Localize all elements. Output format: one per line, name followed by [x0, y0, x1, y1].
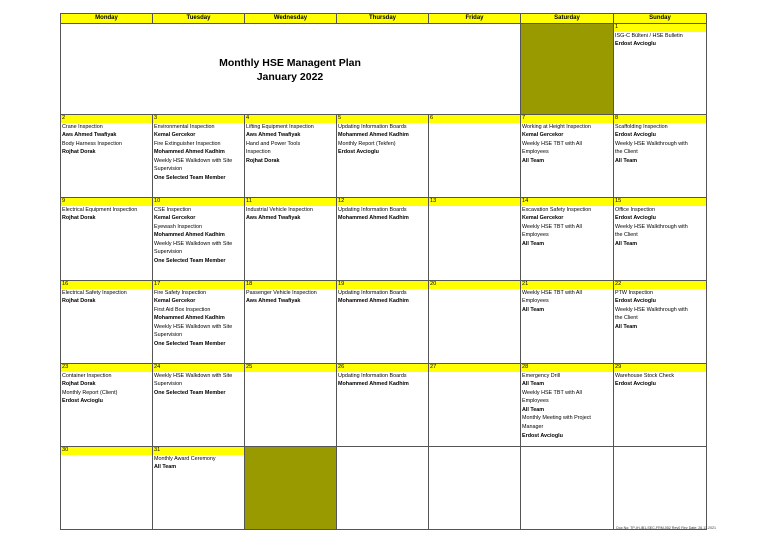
- task-text: CSE Inspection: [154, 206, 192, 213]
- task-text: Updating Information Boards: [338, 206, 407, 213]
- day-cell: [429, 447, 521, 530]
- day-number: 17: [153, 281, 244, 289]
- day-number: 24: [153, 364, 244, 372]
- week-row: [61, 281, 707, 364]
- task-text: Weekly HSE Walkdown with Site: [154, 372, 233, 379]
- day-number: 4: [245, 115, 336, 123]
- plan-month-line: January 2022: [256, 71, 324, 83]
- day-number: 22: [614, 281, 706, 289]
- assignee-name: Aws Ahmed Twafiyak: [246, 132, 301, 139]
- task-text: PTW Inspection: [615, 289, 654, 296]
- day-cell: [429, 281, 521, 364]
- assignee-name: Erdost Avcioglu: [615, 298, 656, 305]
- task-text: Passenger Vehicle Inspection: [246, 289, 317, 296]
- day-number: 14: [521, 198, 613, 206]
- assignee-name: One Selected Team Member: [154, 389, 226, 396]
- assignee-name: Mohammed Ahmed Kadhim: [338, 215, 409, 222]
- day-number: 12: [337, 198, 428, 206]
- day-cell: [614, 198, 707, 281]
- week-row: [61, 115, 707, 198]
- task-text: Lifting Equipment Inspection: [246, 123, 314, 130]
- day-cell: [337, 447, 429, 530]
- weekday-monday: Monday: [61, 14, 153, 24]
- task-text: First Aid Box Inspection: [154, 306, 211, 313]
- document-footer: Doc No: TP-IH-IB1-SEC-FRM-052 Rev0 Rev Date: 26.11.2021: [616, 526, 716, 530]
- assignee-name: Erdost Avcioglu: [615, 215, 656, 222]
- weekday-sunday: Sunday: [614, 14, 707, 24]
- day-cell: [245, 198, 337, 281]
- task-text: Fire Safety Inspection: [154, 289, 207, 296]
- task-text: Weekly HSE TBT with All: [522, 140, 582, 147]
- day-cell: [521, 24, 614, 115]
- task-text: Weekly HSE TBT with All: [522, 289, 582, 296]
- task-text: Supervision: [154, 249, 183, 256]
- assignee-name: All Team: [615, 157, 638, 164]
- task-text: the Client: [615, 315, 638, 322]
- task-text: Monthly Award Ceremony: [154, 455, 216, 462]
- day-number: 15: [614, 198, 706, 206]
- day-cell: [614, 24, 707, 115]
- day-cell: [245, 281, 337, 364]
- day-cell: [337, 364, 429, 447]
- day-number: 27: [429, 364, 520, 372]
- weekday-wednesday: Wednesday: [245, 14, 337, 24]
- task-text: Body Harness Inspection: [62, 140, 122, 147]
- task-text: Weekly HSE TBT with All: [522, 223, 582, 230]
- assignee-name: Erdost Avcioglu: [522, 432, 563, 439]
- assignee-name: Mohammed Ahmed Kadhim: [154, 232, 225, 239]
- day-cell: [153, 198, 245, 281]
- assignee-name: Erdost Avcioglu: [338, 149, 379, 156]
- task-text: Weekly HSE Walkdown with Site: [154, 157, 233, 164]
- task-text: Weekly HSE Walkdown with Site: [154, 240, 233, 247]
- day-number: 2: [61, 115, 152, 123]
- task-text: Weekly HSE TBT with All: [522, 389, 582, 396]
- task-text: ISG-C Bülteni / HSE Bulletin: [615, 32, 683, 39]
- assignee-name: Aws Ahmed Twafiyak: [246, 215, 301, 222]
- task-text: Supervision: [154, 381, 183, 388]
- task-text: Hand and Power Tools: [246, 140, 301, 147]
- weekday-saturday: Saturday: [521, 14, 614, 24]
- day-number: 16: [61, 281, 152, 289]
- day-number: 10: [153, 198, 244, 206]
- task-text: Eyewash Inspection: [154, 223, 202, 230]
- day-cell: [245, 447, 337, 530]
- assignee-name: Rojhat Dorak: [62, 381, 96, 388]
- assignee-name: Kemal Gercekor: [154, 132, 196, 139]
- assignee-name: Erdost Avcioglu: [615, 381, 656, 388]
- day-cell: [521, 447, 614, 530]
- assignee-name: All Team: [615, 323, 638, 330]
- day-cell: [245, 364, 337, 447]
- day-cell: [153, 447, 245, 530]
- assignee-name: Erdost Avcioglu: [62, 398, 103, 405]
- day-number: 21: [521, 281, 613, 289]
- day-cell: [337, 115, 429, 198]
- week-row: [61, 364, 707, 447]
- day-number: 5: [337, 115, 428, 123]
- weekday-friday: Friday: [429, 14, 521, 24]
- day-cell: [429, 115, 521, 198]
- assignee-name: Kemal Gercekor: [522, 215, 564, 222]
- day-number: 28: [521, 364, 613, 372]
- assignee-name: Aws Ahmed Twafiyak: [62, 132, 117, 139]
- assignee-name: Rojhat Dorak: [246, 157, 280, 164]
- day-number: 18: [245, 281, 336, 289]
- assignee-name: All Team: [522, 306, 545, 313]
- assignee-name: Mohammed Ahmed Kadhim: [338, 132, 409, 139]
- day-cell: [521, 281, 614, 364]
- task-text: Environmental Inspection: [154, 123, 215, 130]
- assignee-name: One Selected Team Member: [154, 341, 226, 348]
- assignee-name: Erdost Avcioglu: [615, 132, 656, 139]
- task-text: Monthly Meeting with Project: [522, 415, 591, 422]
- day-cell: [337, 281, 429, 364]
- day-number: 8: [614, 115, 706, 123]
- assignee-name: Kemal Gercekor: [522, 132, 564, 139]
- plan-title-line: Monthly HSE Managent Plan: [219, 57, 361, 69]
- day-cell: [61, 281, 153, 364]
- task-text: Inspection: [246, 149, 271, 156]
- task-text: Manager: [522, 424, 544, 431]
- assignee-name: Erdost Avcioglu: [615, 41, 656, 48]
- task-text: Warehouse Stock Check: [615, 372, 675, 379]
- day-cell: [614, 115, 707, 198]
- task-text: Updating Information Boards: [338, 289, 407, 296]
- task-text: Updating Information Boards: [338, 372, 407, 379]
- task-text: Weekly HSE Walkthrough with: [615, 223, 688, 230]
- task-text: Weekly HSE Walkthrough with: [615, 306, 688, 313]
- assignee-name: One Selected Team Member: [154, 258, 226, 265]
- assignee-name: All Team: [154, 464, 177, 471]
- day-number: 7: [521, 115, 613, 123]
- task-text: Employees: [522, 232, 549, 239]
- assignee-name: Mohammed Ahmed Kadhim: [338, 381, 409, 388]
- day-cell: [614, 364, 707, 447]
- task-text: the Client: [615, 232, 638, 239]
- task-text: Updating Information Boards: [338, 123, 407, 130]
- assignee-name: All Team: [522, 406, 545, 413]
- day-number: 25: [245, 364, 336, 372]
- task-text: Weekly HSE Walkdown with Site: [154, 323, 233, 330]
- day-number: 23: [61, 364, 152, 372]
- assignee-name: All Team: [615, 240, 638, 247]
- task-text: Electrical Safety Inspection: [62, 289, 127, 296]
- day-cell: [153, 115, 245, 198]
- day-cell: [337, 198, 429, 281]
- assignee-name: All Team: [522, 381, 545, 388]
- assignee-name: Rojhat Dorak: [62, 215, 96, 222]
- assignee-name: Mohammed Ahmed Kadhim: [154, 315, 225, 322]
- day-number: 26: [337, 364, 428, 372]
- task-text: Supervision: [154, 332, 183, 339]
- day-cell: [153, 281, 245, 364]
- day-number: 20: [429, 281, 520, 289]
- day-cell: [61, 364, 153, 447]
- day-cell: [521, 364, 614, 447]
- task-text: Office Inspection: [615, 206, 656, 213]
- assignee-name: Mohammed Ahmed Kadhim: [154, 149, 225, 156]
- assignee-name: Mohammed Ahmed Kadhim: [338, 298, 409, 305]
- week-row: [61, 447, 707, 530]
- assignee-name: Kemal Gercekor: [154, 215, 196, 222]
- task-text: Container Inspection: [62, 372, 112, 379]
- task-text: Monthly Report (Client): [62, 389, 118, 396]
- day-cell: [614, 447, 707, 530]
- day-cell: [245, 115, 337, 198]
- day-number: 3: [153, 115, 244, 123]
- weekday-tuesday: Tuesday: [153, 14, 245, 24]
- day-number: 6: [429, 115, 520, 123]
- day-number: 30: [61, 447, 152, 455]
- day-cell: [429, 198, 521, 281]
- task-text: the Client: [615, 149, 638, 156]
- day-number: 19: [337, 281, 428, 289]
- task-text: Weekly HSE Walkthrough with: [615, 140, 688, 147]
- assignee-name: Rojhat Dorak: [62, 298, 96, 305]
- assignee-name: All Team: [522, 157, 545, 164]
- day-cell: [153, 364, 245, 447]
- task-text: Industrial Vehicle Inspection: [246, 206, 313, 213]
- task-text: Monthly Report (Tekfen): [338, 140, 396, 147]
- day-cell: [521, 198, 614, 281]
- day-number: 11: [245, 198, 336, 206]
- assignee-name: All Team: [522, 240, 545, 247]
- plan-title: [190, 56, 390, 84]
- day-cell: [429, 364, 521, 447]
- task-text: Electrical Equipment Inspection: [62, 206, 138, 213]
- task-text: Excavation Safety Inspection: [522, 206, 592, 213]
- day-cell: [521, 115, 614, 198]
- task-text: Scaffolding Inspection: [615, 123, 668, 130]
- task-text: Fire Extinguisher Inspection: [154, 140, 221, 147]
- assignee-name: Kemal Gercekor: [154, 298, 196, 305]
- day-cell: [61, 447, 153, 530]
- assignee-name: Rojhat Dorak: [62, 149, 96, 156]
- task-text: Employees: [522, 298, 549, 305]
- task-text: Employees: [522, 398, 549, 405]
- assignee-name: Aws Ahmed Twafiyak: [246, 298, 301, 305]
- task-text: Emergency Drill: [522, 372, 561, 379]
- week-row: [61, 198, 707, 281]
- day-number: 13: [429, 198, 520, 206]
- calendar-table: [60, 13, 707, 530]
- day-cell: [61, 198, 153, 281]
- day-cell: [614, 281, 707, 364]
- day-cell: [61, 115, 153, 198]
- task-text: Crane Inspection: [62, 123, 103, 130]
- task-text: Employees: [522, 149, 549, 156]
- weekday-header-row: [61, 14, 707, 24]
- day-number: 9: [61, 198, 152, 206]
- day-number: 1: [614, 24, 706, 32]
- day-number: 29: [614, 364, 706, 372]
- day-number: 31: [153, 447, 244, 455]
- task-text: Supervision: [154, 166, 183, 173]
- task-text: Working at Height Inspection: [522, 123, 591, 130]
- assignee-name: One Selected Team Member: [154, 175, 226, 182]
- weekday-thursday: Thursday: [337, 14, 429, 24]
